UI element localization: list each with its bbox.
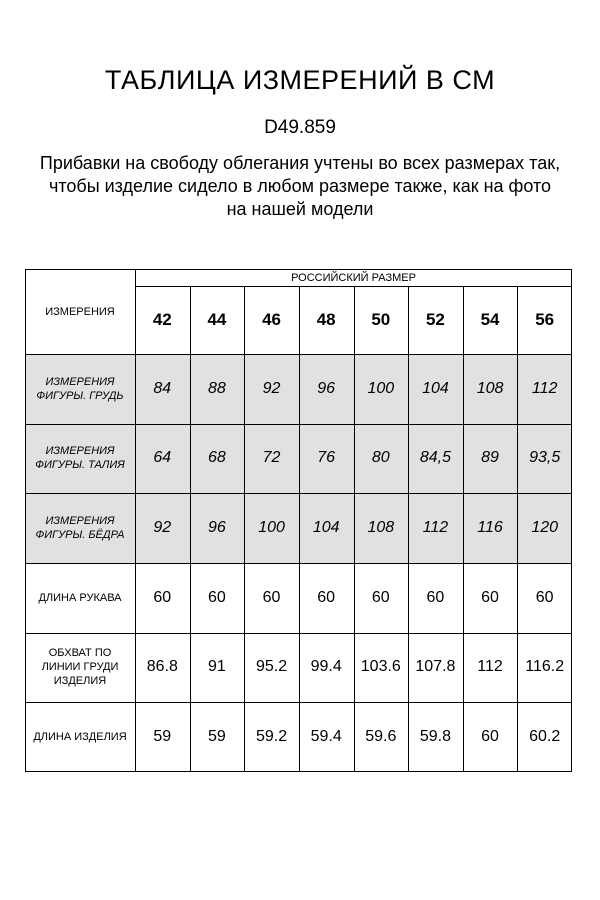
size-table — [25, 269, 572, 772]
grid-line — [25, 493, 572, 494]
table-cell: 100 — [258, 519, 285, 537]
size-header: 52 — [425, 310, 445, 329]
table-cell: 112 — [531, 379, 558, 397]
row-label-line: ДЛИНА РУКАВА — [38, 591, 122, 604]
row-label-line: ИЗМЕРЕНИЯ — [45, 445, 115, 458]
size-header: 50 — [371, 310, 391, 329]
table-cell: 91 — [208, 658, 226, 676]
table-cell: 88 — [208, 379, 226, 397]
table-cell: 93,5 — [529, 449, 561, 467]
row-label — [25, 493, 135, 563]
size-header: 42 — [152, 310, 172, 329]
table-cell: 59 — [208, 728, 226, 746]
table-cell: 60 — [481, 588, 499, 606]
grid-line — [244, 286, 245, 772]
grid-line — [354, 286, 355, 772]
page-title: ТАБЛИЦА ИЗМЕРЕНИЙ В СМ — [104, 65, 496, 95]
row-label-line: ИЗМЕРЕНИЯ — [45, 375, 115, 388]
size-header: 46 — [262, 310, 282, 329]
grid-line — [25, 702, 572, 703]
table-cell: 60 — [371, 588, 390, 606]
grid-line — [25, 563, 572, 564]
row-label-line: ФИГУРЫ. БЁДРА — [35, 529, 125, 542]
article-code: D49.859 — [264, 117, 336, 138]
table-cell: 60 — [153, 588, 172, 606]
table-cell: 107.8 — [415, 658, 456, 676]
table-cell: 112 — [422, 519, 449, 537]
table-cell: 60 — [535, 588, 554, 606]
table-cell: 59.6 — [365, 728, 397, 746]
table-cell: 64 — [153, 449, 172, 467]
table-cell: 60 — [317, 588, 336, 606]
row-label-line: ИЗДЕЛИЯ — [53, 675, 107, 688]
table-cell: 112 — [477, 658, 503, 676]
table-cell: 60 — [481, 728, 499, 746]
row-label — [25, 563, 135, 633]
table-cell: 100 — [367, 379, 395, 397]
grid-line — [25, 424, 572, 425]
table-cell: 96 — [317, 379, 336, 397]
row-label-line: ИЗМЕРЕНИЯ — [45, 515, 115, 528]
row-label-line: ЛИНИИ ГРУДИ — [41, 661, 119, 674]
table-cell: 116 — [477, 519, 503, 537]
row-label — [25, 354, 135, 424]
table-border — [571, 269, 572, 772]
table-cell: 96 — [208, 519, 226, 537]
table-cell: 59.8 — [419, 728, 451, 746]
table-cell: 92 — [262, 379, 281, 397]
table-cell: 60 — [426, 588, 445, 606]
table-cell: 95.2 — [255, 658, 288, 676]
row-label-line: ФИГУРЫ. ТАЛИЯ — [35, 459, 125, 472]
table-border — [25, 269, 572, 270]
table-cell: 86.8 — [146, 658, 178, 676]
row-label-line: ФИГУРЫ. ГРУДЬ — [36, 389, 124, 402]
size-header: 44 — [207, 310, 227, 329]
table-cell: 104 — [312, 519, 340, 537]
table-cell: 108 — [476, 379, 504, 397]
table-cell: 72 — [262, 449, 281, 467]
grid-line — [190, 286, 191, 772]
table-border — [25, 269, 26, 772]
table-cell: 60.2 — [529, 728, 561, 746]
table-cell: 104 — [422, 379, 449, 397]
grid-line — [463, 286, 464, 772]
fit-note-line: чтобы изделие сидело в любом размере также, как на фото — [48, 176, 552, 196]
table-cell: 120 — [531, 519, 559, 537]
grid-line — [408, 286, 409, 772]
table-cell: 84,5 — [419, 449, 451, 467]
fit-note — [20, 152, 580, 221]
table-cell: 116.2 — [525, 658, 565, 676]
table-cell: 68 — [208, 449, 226, 467]
table-cell: 89 — [481, 449, 499, 467]
russian-size-header: РОССИЙСКИЙ РАЗМЕР — [291, 271, 416, 284]
grid-line — [25, 354, 572, 355]
table-cell: 60 — [262, 588, 281, 606]
row-label — [25, 424, 135, 494]
table-cell: 84 — [153, 379, 172, 397]
size-header: 54 — [480, 310, 500, 329]
table-cell: 80 — [371, 449, 390, 467]
grid-line — [517, 286, 518, 772]
table-cell: 92 — [153, 519, 172, 537]
table-cell: 76 — [317, 449, 336, 467]
row-label — [25, 702, 135, 772]
table-cell: 59.4 — [310, 728, 342, 746]
size-header: 48 — [316, 310, 336, 329]
table-cell: 59 — [153, 728, 172, 746]
table-cell: 99.4 — [310, 658, 342, 676]
size-header: 56 — [535, 310, 555, 329]
fit-note-line: Прибавки на свободу облегания учтены во всех размерах так, — [39, 153, 561, 173]
grid-line — [135, 269, 136, 772]
row-label — [25, 633, 135, 703]
row-label-line: ОБХВАТ ПО — [48, 647, 112, 660]
grid-line — [299, 286, 300, 772]
measurements-header: ИЗМЕРЕНИЯ — [45, 305, 115, 318]
table-cell: 108 — [367, 519, 395, 537]
grid-line — [25, 633, 572, 634]
table-cell: 60 — [208, 588, 226, 606]
fit-note-line: на нашей модели — [226, 199, 374, 219]
table-cell: 59.2 — [255, 728, 288, 746]
row-label-line: ДЛИНА ИЗДЕЛИЯ — [33, 731, 127, 744]
table-cell: 103.6 — [360, 658, 401, 676]
